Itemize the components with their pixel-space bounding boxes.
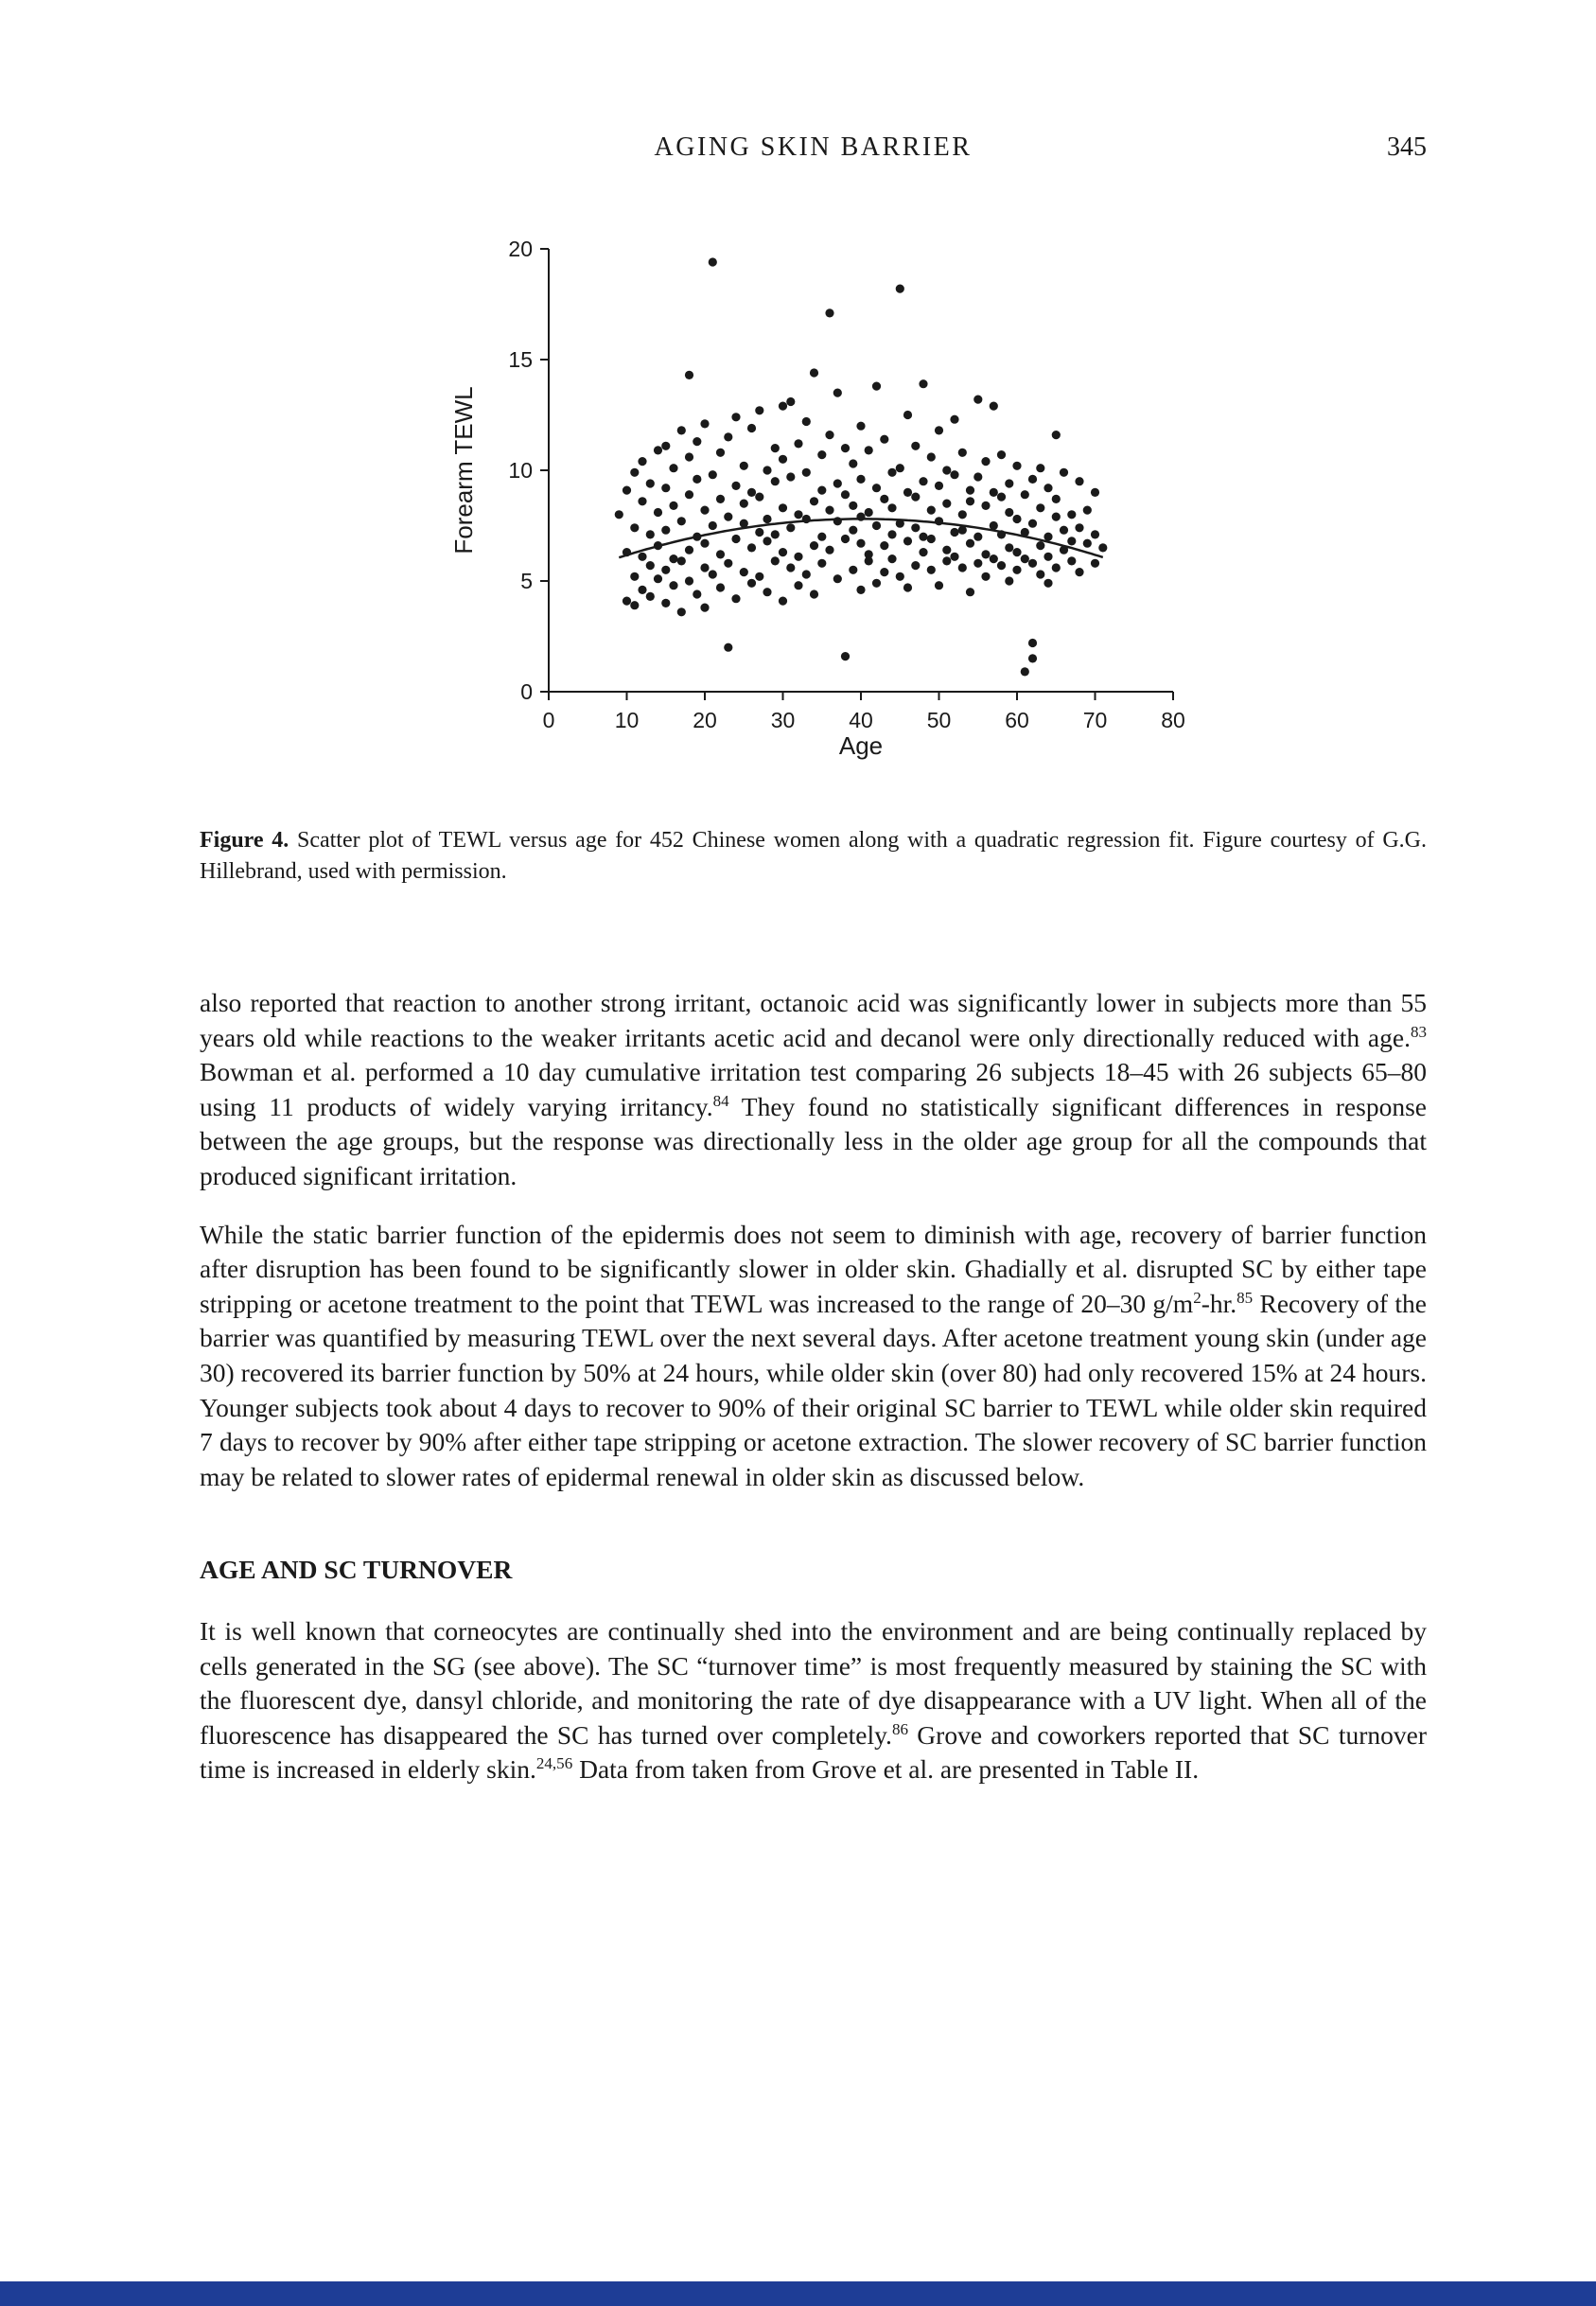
- page-header: [200, 132, 1427, 172]
- svg-text:10: 10: [614, 708, 640, 732]
- svg-text:20: 20: [508, 237, 533, 261]
- figure-4-chart: [423, 222, 1218, 776]
- svg-text:15: 15: [508, 347, 533, 372]
- paragraph-sc-turnover: It is well known that corneocytes are continually shed into the environment and are being continually replaced by cells generated in the SG (see above). The SC “turnover time” is most frequently measured by staining the SC with the fluorescent dye, dansyl chloride, and monitoring the rate of dye disappearance with a UV light. When all of the fluorescence has disappeared the SC has turned over completely.$^{86}$ Grove and coworkers reported that SC turnover time is increased in elderly skin.$^{24,56}$ Data from taken from Grove et al. are presented in Table II.: [200, 1615, 1427, 1785]
- svg-text:0: 0: [542, 708, 555, 732]
- bottom-bar: [0, 2281, 1596, 2306]
- svg-text:70: 70: [1082, 708, 1108, 732]
- figure-4-caption: Figure 4. Scatter plot of TEWL versus age for 452 Chinese women along with a quadratic regression fit. Figure courtesy of G.G. Hillebrand, used with permission.: [200, 828, 1427, 884]
- svg-text:5: 5: [520, 569, 533, 593]
- svg-text:80: 80: [1161, 708, 1185, 732]
- paragraph-barrier-recovery: While the static barrier function of the epidermis does not seem to diminish with age, recovery of barrier function after disruption has been found to be significantly slower in older skin. Ghadially et al. disrupted SC by either tape stripping or acetone treatment to the point that TEWL was increased to the range of 20–30 $g/m^2-hr.^{85}$ Recovery of the barrier was quantified by measuring TEWL over the next several days. After acetone treatment young skin (under age 30) recovered its barrier function by 50% at 24 hours, while older skin (over 80) had only recovered 15% at 24 hours. Younger subjects took about 4 days to recover to 90% of their original SC barrier to TEWL while older skin required 7 days to recover by 90% after either tape stripping or acetone extraction. The slower recovery of SC barrier function may be related to slower rates of epidermal renewal in older skin as discussed below.: [200, 1219, 1427, 1491]
- svg-text:40: 40: [849, 708, 873, 732]
- running-head-title: AGING SKIN BARRIER: [654, 132, 973, 162]
- page-number: 345: [1387, 132, 1427, 162]
- svg-text:10: 10: [508, 458, 533, 483]
- svg-text:0: 0: [520, 679, 533, 704]
- svg-text:20: 20: [693, 708, 717, 732]
- body-text-column: [200, 986, 1427, 1811]
- tewl-scatter-svg: [423, 222, 1218, 776]
- svg-text:60: 60: [1005, 708, 1029, 732]
- svg-text:Age: Age: [838, 731, 884, 760]
- svg-text:30: 30: [770, 708, 796, 732]
- svg-text:50: 50: [926, 708, 952, 732]
- svg-text:Forearm TEWL: Forearm TEWL: [449, 386, 478, 554]
- paragraph-irritation-tests: also reported that reaction to another strong irritant, octanoic acid was significantly lower in subjects more than 55 years old while reactions to the weaker irritants acetic acid and decanol were only directionally reduced with age.$^{83}$ Bowman et al. performed a 10 day cumulative irritation test comparing 26 subjects 18–45 with 26 subjects 65–80 using 11 products of widely varying irritancy.$^{84}$ They found no statistically significant differences in response between the age groups, but the response was directionally less in the older age group for all the compounds that produced significant irritation.: [200, 988, 1427, 1190]
- section-heading-age-and-sc-turnover: AGE AND SC TURNOVER: [200, 1555, 513, 1585]
